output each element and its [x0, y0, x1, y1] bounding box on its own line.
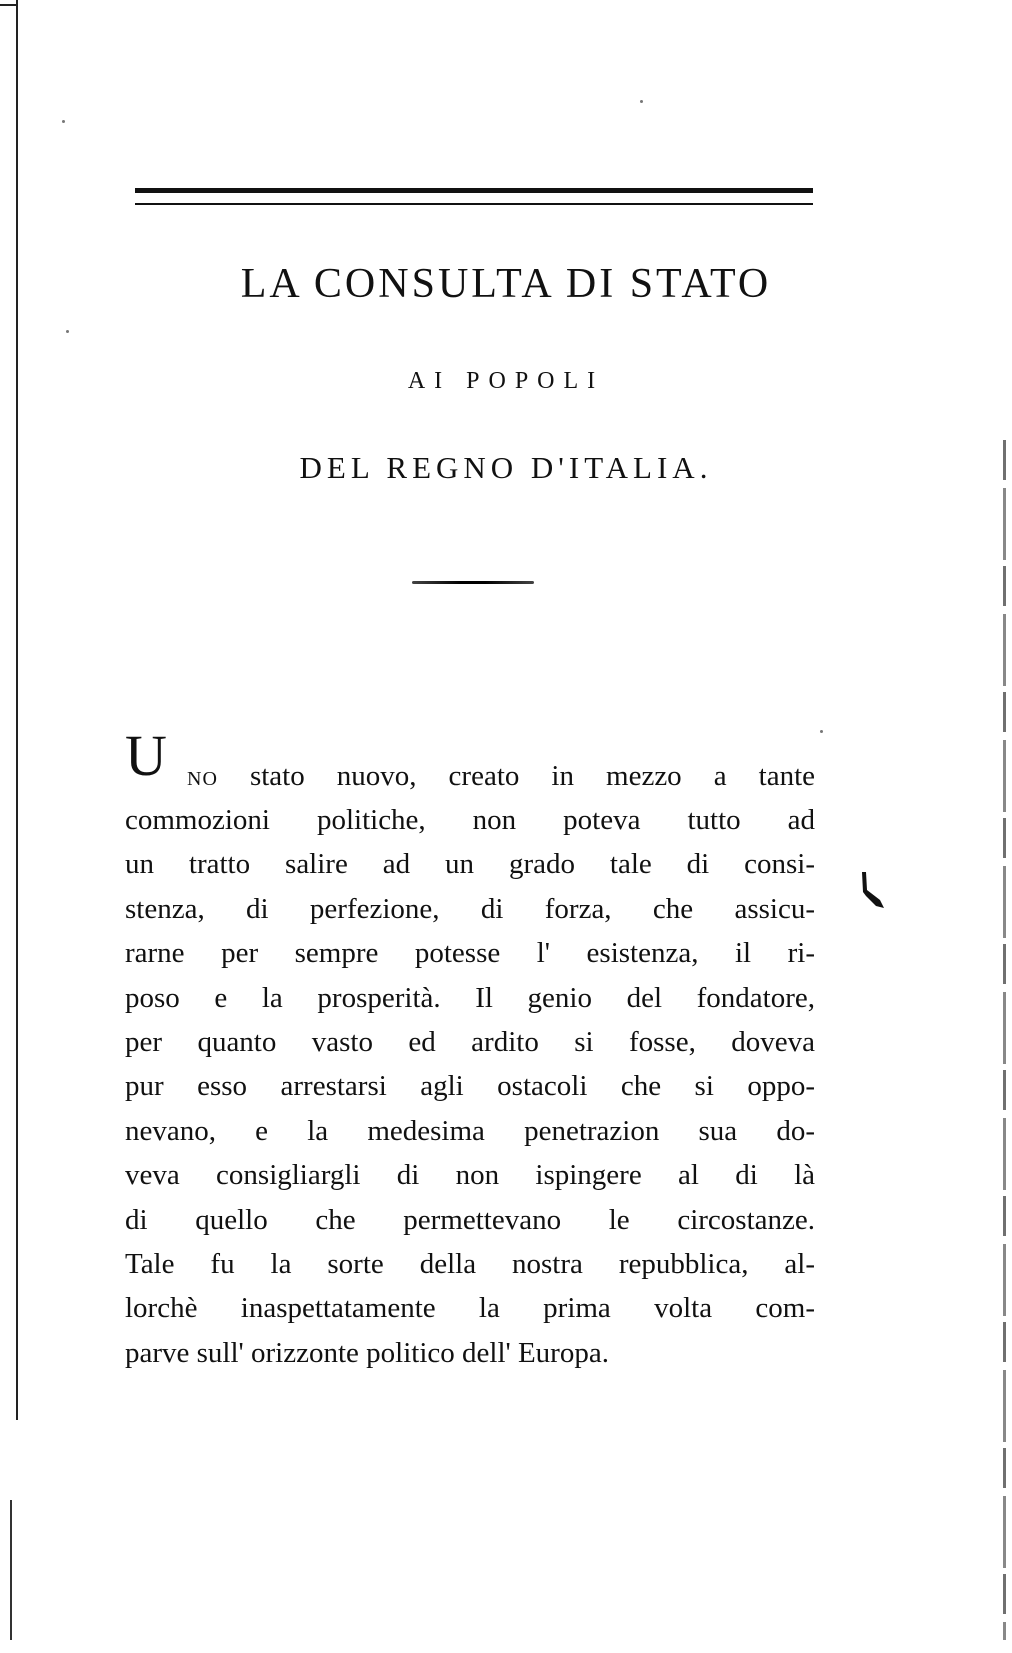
paragraph-line: commozioni politiche, non poteva tutto ad — [125, 804, 815, 836]
margin-ink-mark-icon — [858, 870, 888, 910]
page-edge-left — [16, 0, 18, 1420]
paragraph-line: di quello che permettevano le circostanze. — [125, 1203, 815, 1236]
paragraph-line: parve sull' orizzonte politico dell' Europa. — [125, 1336, 609, 1369]
first-line-smallcaps: NO — [187, 768, 218, 790]
header-rule-thin — [135, 203, 813, 205]
paragraph-line: Tale fu la sorte della nostra repubblica, al- — [125, 1247, 815, 1280]
page-edge-left-tick — [0, 4, 18, 6]
page-edge-right — [1003, 440, 1006, 1640]
page-subtitle-kingdom: DEL REGNO D'ITALIA. — [299, 450, 713, 485]
drop-cap: U — [125, 723, 167, 788]
paper-speck — [640, 100, 643, 103]
paragraph-line: rarne per sempre potesse l' esistenza, il ri- — [125, 937, 815, 970]
first-line-text: stato nuovo, creato in mezzo a tante — [249, 760, 816, 792]
ornament-divider — [412, 581, 534, 584]
paragraph-line: stenza, di perfezione, di forza, che assicu- — [125, 892, 815, 925]
paragraph-line: lorchè inaspettatamente la prima volta com- — [125, 1292, 815, 1325]
first-line — [187, 760, 815, 793]
page-subtitle-recipients: AI POPOLI — [407, 368, 605, 394]
page-edge-left-lower — [10, 1500, 12, 1640]
paragraph-line: un tratto salire ad un grado tale di consi- — [125, 848, 815, 881]
paragraph-line: veva consigliargli di non ispingere al di là — [125, 1159, 815, 1192]
paragraph-line: nevano, e la medesima penetrazion sua do- — [125, 1114, 815, 1147]
body-paragraph — [125, 798, 815, 1375]
header-rule-thick — [135, 188, 813, 193]
paragraph-line: poso e la prosperità. Il genio del fondatore, — [125, 981, 815, 1014]
paragraph-line: pur esso arrestarsi agli ostacoli che si oppo- — [125, 1070, 815, 1103]
paragraph-line: per quanto vasto ed ardito si fosse, doveva — [125, 1025, 815, 1058]
paper-speck — [820, 730, 823, 733]
page-title: LA CONSULTA DI STATO — [240, 261, 772, 307]
paper-speck — [62, 120, 65, 123]
paper-speck — [66, 330, 69, 333]
